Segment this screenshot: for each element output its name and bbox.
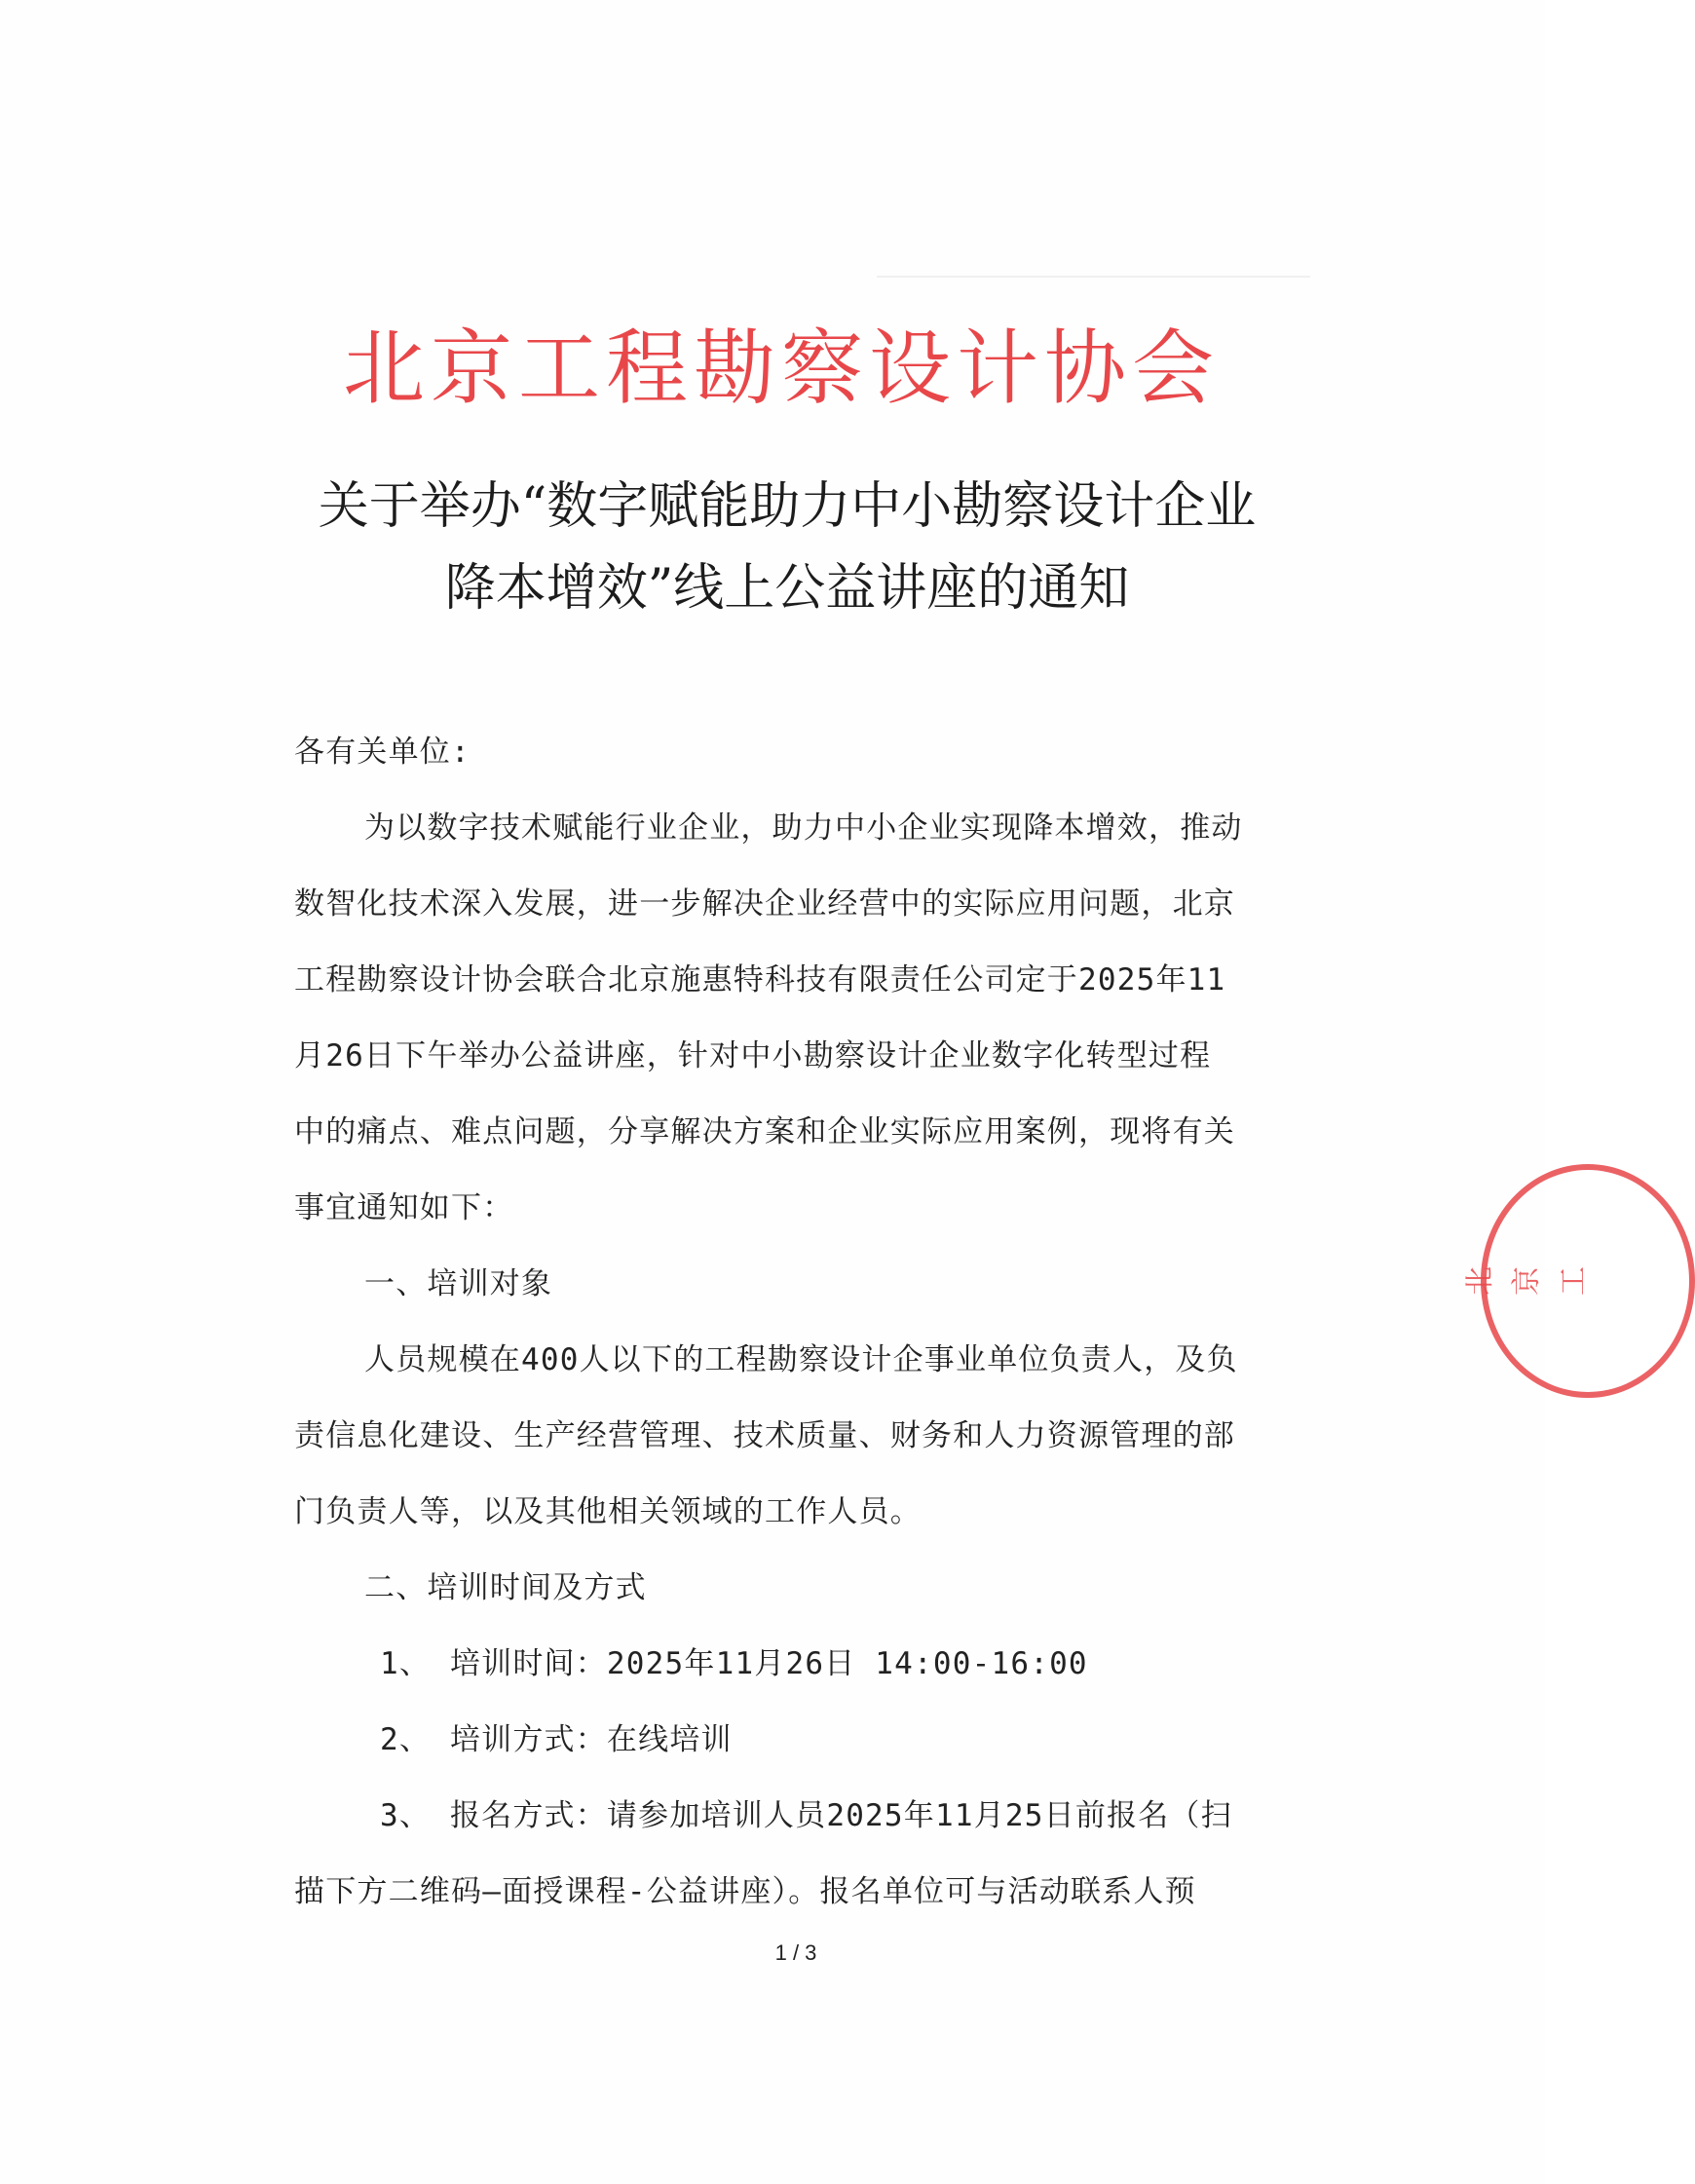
document-body <box>294 714 1300 1930</box>
paragraph-line: 月26日下午举办公益讲座，针对中小勘察设计企业数字化转型过程 <box>294 1038 1212 1073</box>
seal-char: 北 <box>1463 1266 1497 1296</box>
paragraph-line: 描下方二维码—面授课程-公益讲座）。报名单位可与活动联系人预 <box>294 1874 1196 1909</box>
page-number: 1 / 3 <box>774 1940 817 1965</box>
scan-artifact-line <box>877 276 1310 278</box>
paragraph-line: 为以数字技术赋能行业企业，助力中小企业实现降本增效，推动 <box>364 810 1243 846</box>
paragraph-line: 数智化技术深入发展，进一步解决企业经营中的实际应用问题，北京 <box>294 886 1235 922</box>
seal-char: 京 <box>1510 1266 1544 1296</box>
paragraph-line: 责信息化建设、生产经营管理、技术质量、财务和人力资源管理的部 <box>294 1418 1235 1453</box>
paragraph-line: 门负责人等，以及其他相关领域的工作人员。 <box>294 1494 922 1529</box>
paragraph-line: 人员规模在400人以下的工程勘察设计企事业单位负责人，及负 <box>364 1342 1238 1377</box>
document-title-line-1: 关于举办“数字赋能助力中小勘察设计企业 <box>318 477 1257 536</box>
paragraph-line: 工程勘察设计协会联合北京施惠特科技有限责任公司定于2025年11 <box>294 962 1226 998</box>
seal-text <box>1457 1261 1598 1300</box>
organization-title: 北京工程勘察设计协会 <box>342 320 1220 416</box>
paragraph-line: 中的痛点、难点问题，分享解决方案和企业实际应用案例，现将有关 <box>294 1114 1235 1149</box>
list-item: 3、 报名方式：请参加培训人员2025年11月25日前报名（扫 <box>380 1798 1232 1833</box>
seal-char: 工 <box>1557 1266 1591 1296</box>
salutation: 各有关单位: <box>294 734 471 770</box>
list-item: 2、 培训方式：在线培训 <box>380 1722 733 1757</box>
document-title <box>0 466 1545 629</box>
section-heading-2: 二、培训时间及方式 <box>364 1570 647 1605</box>
list-item: 1、 培训时间：2025年11月26日 14:00-16:00 <box>380 1646 1088 1681</box>
paragraph-line: 事宜通知如下： <box>294 1190 514 1225</box>
document-title-line-2: 降本增效”线上公益讲座的通知 <box>444 559 1130 618</box>
section-heading-1: 一、培训对象 <box>364 1266 553 1301</box>
